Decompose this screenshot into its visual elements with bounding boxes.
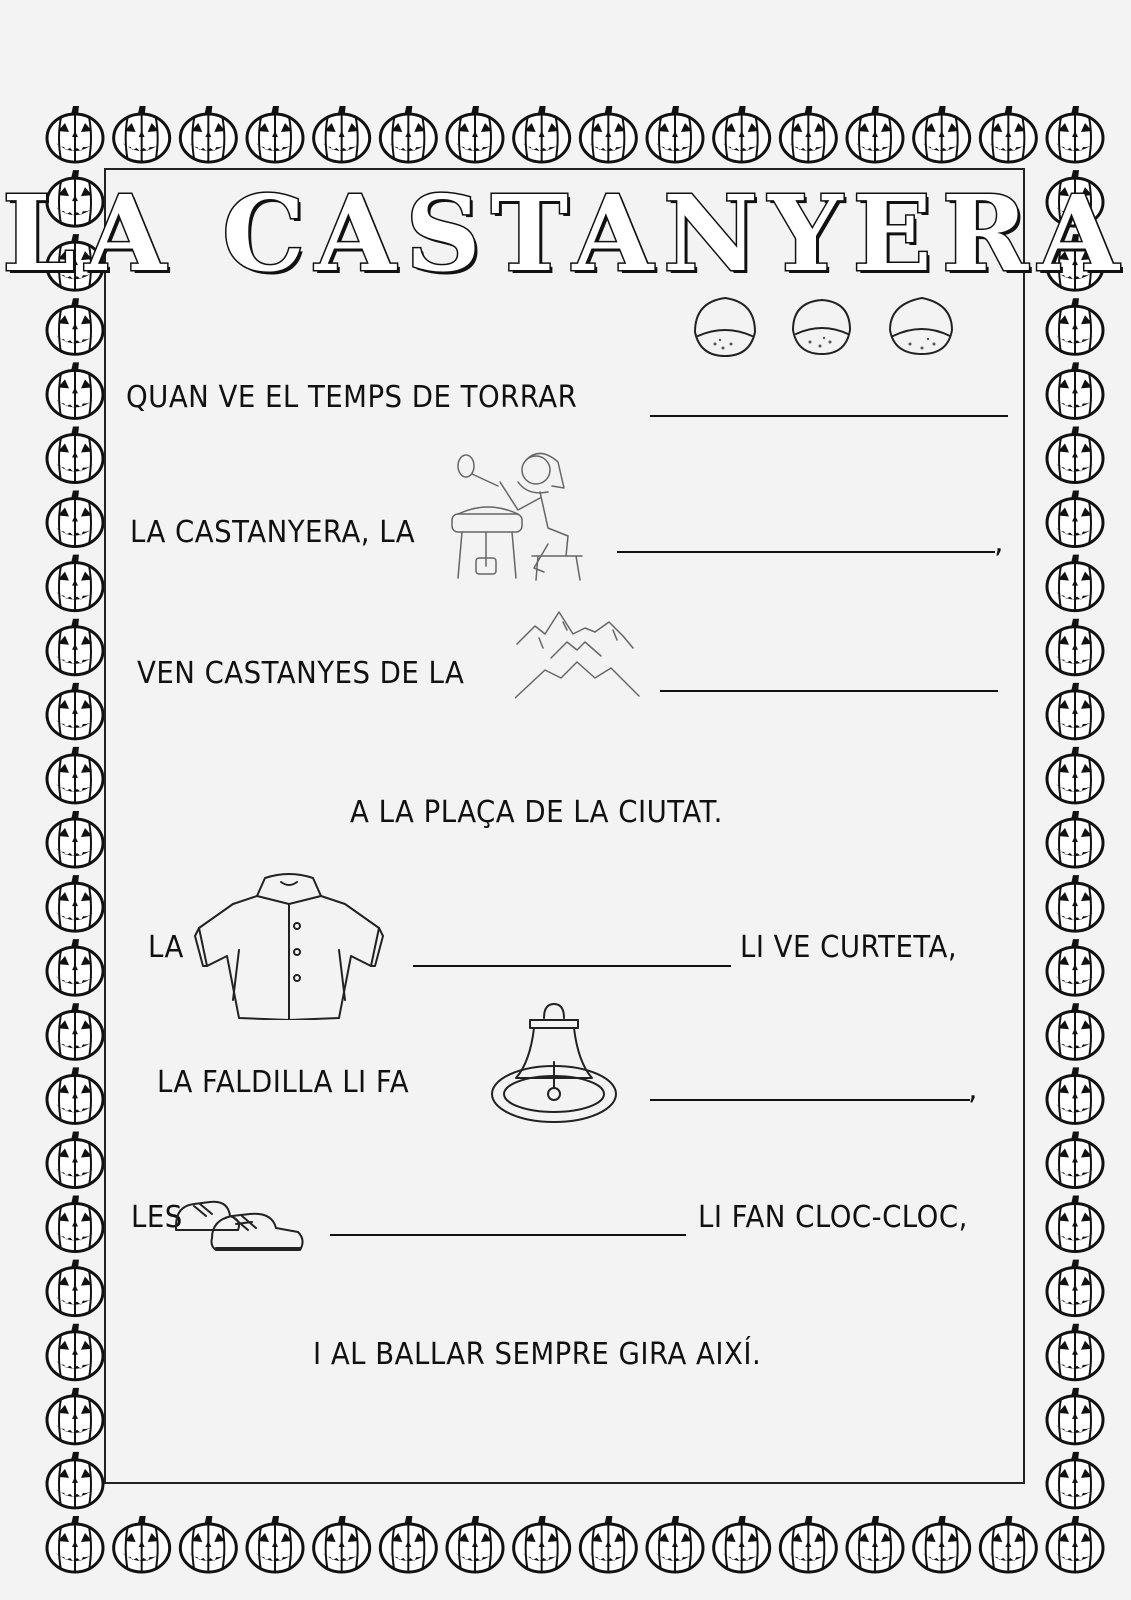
pumpkin-icon [1047, 619, 1103, 675]
pumpkin-icon [1047, 106, 1103, 162]
pumpkin-icon [1047, 1388, 1103, 1444]
pumpkin-icon [980, 106, 1036, 162]
verse-line-5-end: LI VE CURTETA, [740, 930, 958, 965]
pumpkin-icon [514, 1516, 570, 1572]
pumpkin-icon [47, 1452, 103, 1508]
pumpkin-icon [780, 1516, 836, 1572]
pumpkin-icon [1047, 1516, 1103, 1572]
verse-line-4: A LA PLAÇA DE LA CIUTAT. [350, 795, 723, 830]
pumpkin-icon [314, 106, 370, 162]
pumpkin-icon [914, 1516, 970, 1572]
pumpkin-icon [1047, 1196, 1103, 1252]
pumpkin-icon [1047, 1452, 1103, 1508]
pumpkin-icon [47, 298, 103, 354]
pumpkin-icon [47, 1260, 103, 1316]
pumpkin-icon [47, 1196, 103, 1252]
chestnut-icon [690, 292, 990, 362]
pumpkin-icon [1047, 1324, 1103, 1380]
pumpkin-icon [1047, 362, 1103, 418]
blank-3[interactable] [660, 690, 998, 692]
pumpkin-icon [1047, 555, 1103, 611]
pumpkin-icon [47, 875, 103, 931]
pumpkin-icon [247, 1516, 303, 1572]
jacket-icon [193, 870, 385, 1020]
shoes-icon [172, 1192, 307, 1254]
pumpkin-icon [47, 683, 103, 739]
verse-line-5: LA [148, 930, 184, 965]
verse-line-8: I AL BALLAR SEMPRE GIRA AIXÍ. [313, 1337, 762, 1372]
pumpkin-icon [47, 106, 103, 162]
pumpkin-icon [47, 426, 103, 482]
pumpkin-icon [47, 811, 103, 867]
pumpkin-icon [114, 1516, 170, 1572]
pumpkin-icon [780, 106, 836, 162]
chestnut-seller-icon [448, 448, 598, 588]
pumpkin-icon [47, 1131, 103, 1187]
blank-2[interactable] [617, 551, 995, 553]
pumpkin-icon [380, 106, 436, 162]
pumpkin-icon [580, 1516, 636, 1572]
comma-6: , [968, 1072, 978, 1107]
pumpkin-icon [914, 106, 970, 162]
pumpkin-icon [1047, 875, 1103, 931]
pumpkin-icon [47, 619, 103, 675]
comma-2: , [994, 525, 1004, 560]
pumpkin-icon [247, 106, 303, 162]
pumpkin-icon [47, 555, 103, 611]
pumpkin-icon [47, 1516, 103, 1572]
pumpkin-icon [1047, 1067, 1103, 1123]
pumpkin-icon [580, 106, 636, 162]
verse-line-7: LES [131, 1200, 183, 1235]
pumpkin-icon [1047, 811, 1103, 867]
pumpkin-icon [47, 939, 103, 995]
pumpkin-icon [447, 106, 503, 162]
pumpkin-icon [47, 362, 103, 418]
pumpkin-icon [714, 1516, 770, 1572]
pumpkin-icon [1047, 1260, 1103, 1316]
blank-1[interactable] [650, 415, 1008, 417]
blank-5[interactable] [413, 965, 731, 967]
pumpkin-icon [1047, 683, 1103, 739]
pumpkin-icon [114, 106, 170, 162]
pumpkin-icon [714, 106, 770, 162]
pumpkin-icon [447, 1516, 503, 1572]
pumpkin-icon [847, 106, 903, 162]
pumpkin-icon [980, 1516, 1036, 1572]
pumpkin-icon [1047, 1003, 1103, 1059]
pumpkin-icon [1047, 298, 1103, 354]
bell-icon [490, 1000, 620, 1125]
verse-line-1: QUAN VE EL TEMPS DE TORRAR [126, 380, 578, 415]
pumpkin-icon [180, 1516, 236, 1572]
pumpkin-icon [1047, 747, 1103, 803]
pumpkin-icon [514, 106, 570, 162]
pumpkin-icon [1047, 491, 1103, 547]
pumpkin-icon [47, 1324, 103, 1380]
blank-6[interactable] [650, 1099, 970, 1101]
pumpkin-icon [847, 1516, 903, 1572]
verse-line-7-end: LI FAN CLOC-CLOC, [698, 1200, 968, 1235]
pumpkin-icon [380, 1516, 436, 1572]
verse-line-6: LA FALDILLA LI FA [157, 1065, 410, 1100]
pumpkin-icon [314, 1516, 370, 1572]
pumpkin-icon [47, 1388, 103, 1444]
pumpkin-icon [47, 747, 103, 803]
pumpkin-icon [647, 106, 703, 162]
pumpkin-icon [180, 106, 236, 162]
mountain-icon [515, 608, 640, 703]
verse-line-3: VEN CASTANYES DE LA [137, 656, 465, 691]
pumpkin-icon [47, 1067, 103, 1123]
pumpkin-icon [1047, 939, 1103, 995]
pumpkin-icon [47, 491, 103, 547]
pumpkin-icon [1047, 1131, 1103, 1187]
blank-7[interactable] [330, 1234, 686, 1236]
pumpkin-icon [47, 1003, 103, 1059]
pumpkin-icon [647, 1516, 703, 1572]
verse-line-2: LA CASTANYERA, LA [130, 515, 416, 550]
page-title: LA CASTANYERA [2, 172, 1129, 295]
pumpkin-icon [1047, 426, 1103, 482]
